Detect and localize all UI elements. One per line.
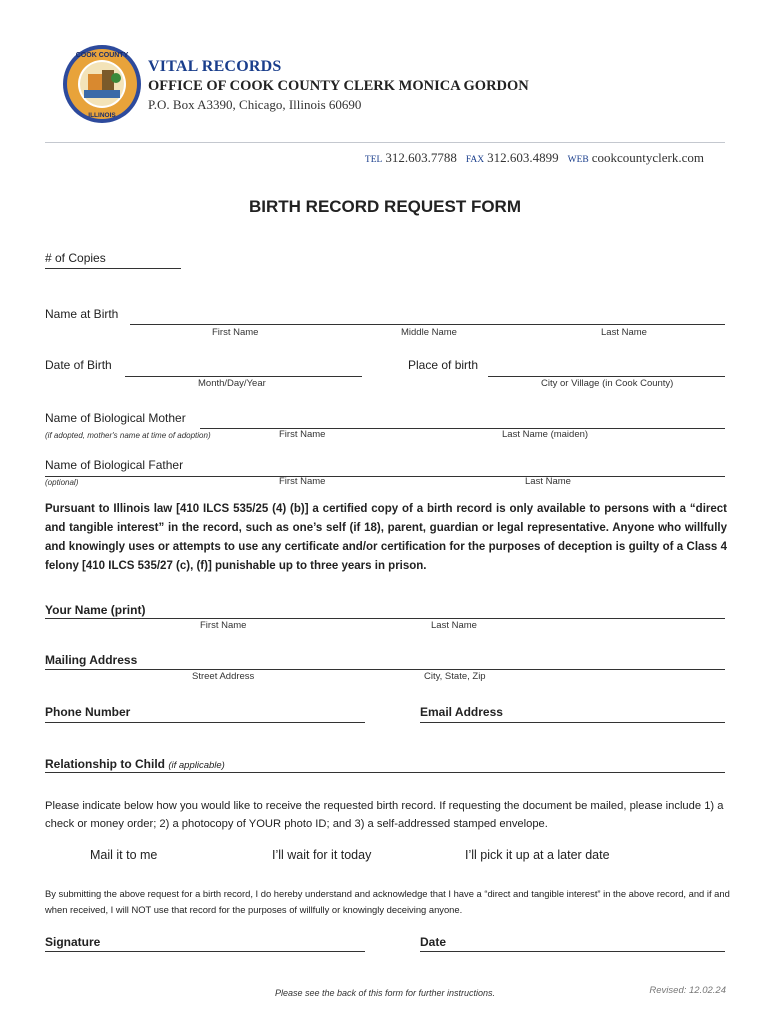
copies-field[interactable]	[45, 268, 181, 269]
svg-text:COOK COUNTY: COOK COUNTY	[75, 52, 129, 59]
name-at-birth-label: Name at Birth	[45, 307, 119, 321]
date-label: Date	[420, 935, 447, 949]
date-of-birth-label: Date of Birth	[45, 358, 112, 372]
acknowledgement-text: By submitting the above request for a birth record, I do hereby understand and acknowledge that I have a “direct and tangible interest” in the above record, and if and when received, I will NOT use that record for the purposes of willfully or knowingly deceiving anyone.	[45, 888, 730, 915]
relationship-label: Relationship to Child	[45, 757, 165, 771]
father-name-note: (optional)	[45, 478, 79, 487]
mother-last-sub: Last Name (maiden)	[502, 429, 589, 440]
street-address-sub: Street Address	[192, 671, 255, 682]
relationship-label-group	[45, 757, 225, 771]
date-field[interactable]	[420, 951, 725, 952]
svg-text:ILLINOIS: ILLINOIS	[88, 112, 116, 119]
email-address-label: Email Address	[420, 705, 503, 719]
revised-date: Revised: 12.02.24	[649, 985, 726, 996]
city-state-zip-sub: City, State, Zip	[424, 671, 486, 682]
place-of-birth-sub: City or Village (in Cook County)	[541, 378, 674, 389]
legal-notice: Pursuant to Illinois law [410 ILCS 535/25 (4) (b)] a certified copy of a birth record is only available to persons with a “direct and tangible interest” in the record, such as one’s self (if 18), parent, guardian or legal representative. Anyone who willfully and knowingly uses or attempts to use any certificate and/or certification for the purposes of deception is guilty of a Class 4 felony [410 ILCS 535/27 (c), (f)] punishable up to three years in prison.	[45, 503, 727, 572]
name-at-birth-first-sub: First Name	[212, 327, 259, 338]
date-of-birth-sub: Month/Day/Year	[198, 378, 266, 389]
web-link[interactable]: cookcountyclerk.com	[591, 150, 704, 165]
office-address: P.O. Box A3390, Chicago, Illinois 60690	[148, 97, 362, 112]
email-address-field[interactable]	[420, 722, 725, 723]
father-name-label: Name of Biological Father	[45, 458, 184, 472]
option-mail-it[interactable]: Mail it to me	[90, 848, 158, 862]
name-at-birth-field[interactable]	[130, 324, 725, 325]
your-name-last-sub: Last Name	[431, 620, 477, 631]
cook-county-seal-logo	[62, 44, 142, 124]
place-of-birth-field[interactable]	[488, 376, 725, 377]
copies-label: # of Copies	[45, 251, 106, 265]
name-at-birth-last-sub: Last Name	[601, 327, 647, 338]
office-name: OFFICE OF COOK COUNTY CLERK MONICA GORDON	[148, 78, 529, 94]
phone-number-label: Phone Number	[45, 705, 131, 719]
mailing-address-field[interactable]	[45, 669, 725, 670]
father-first-sub: First Name	[279, 476, 326, 487]
mother-name-label: Name of Biological Mother	[45, 411, 186, 425]
web-label: WEB	[567, 155, 589, 165]
header-divider	[45, 142, 725, 143]
option-pick-up-later[interactable]: I’ll pick it up at a later date	[465, 848, 610, 862]
place-of-birth-label: Place of birth	[408, 358, 479, 372]
mailing-address-label: Mailing Address	[45, 653, 138, 667]
mother-name-note: (if adopted, mother's name at time of adoption)	[45, 431, 211, 440]
tel-label: TEL	[364, 155, 383, 165]
signature-label: Signature	[45, 935, 101, 949]
option-wait-today[interactable]: I’ll wait for it today	[272, 848, 372, 862]
fax-label: FAX	[465, 155, 485, 165]
vital-records-title: VITAL RECORDS	[148, 58, 282, 75]
tel-number: 312.603.7788	[385, 150, 457, 165]
delivery-instructions: Please indicate below how you would like to receive the requested birth record. If requesting the document be mailed, please include 1) a check or money order; 2) a photocopy of YOUR photo ID; and 3) a self-addressed stamped envelope.	[45, 800, 724, 830]
signature-field[interactable]	[45, 951, 365, 952]
phone-number-field[interactable]	[45, 722, 365, 723]
relationship-field[interactable]	[45, 772, 725, 773]
name-at-birth-middle-sub: Middle Name	[401, 327, 457, 338]
contact-info	[365, 150, 704, 166]
your-name-first-sub: First Name	[200, 620, 247, 631]
relationship-note: (if applicable)	[168, 760, 225, 771]
footer-note: Please see the back of this form for further instructions.	[274, 988, 496, 998]
mother-first-sub: First Name	[279, 429, 326, 440]
your-name-label: Your Name (print)	[45, 603, 146, 617]
fax-number: 312.603.4899	[487, 150, 559, 165]
father-last-sub: Last Name	[525, 476, 571, 487]
your-name-field[interactable]	[45, 618, 725, 619]
father-name-field[interactable]	[45, 476, 725, 477]
form-title: BIRTH RECORD REQUEST FORM	[249, 197, 521, 216]
date-of-birth-field[interactable]	[125, 376, 362, 377]
